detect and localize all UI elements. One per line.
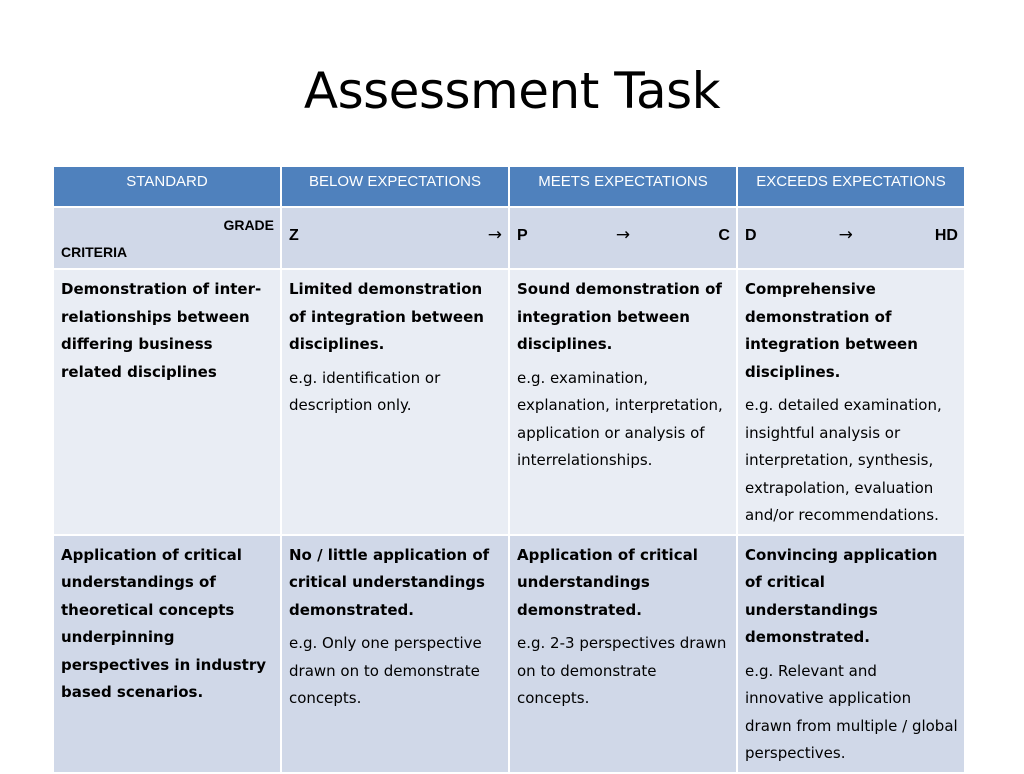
example-text: e.g. examination, explanation, interpretation, application or analysis of interrelationships. — [517, 368, 723, 469]
criterion-cell — [53, 269, 281, 535]
example-text: e.g. detailed examination, insightful analysis or interpretation, synthesis, extrapolation, evaluation and/or recommendations. — [745, 396, 942, 524]
rubric-cell — [281, 269, 509, 535]
grade-to: C — [718, 227, 730, 244]
header-below-expectations: BELOW EXPECTATIONS — [281, 166, 509, 207]
criteria-label: CRITERIA — [61, 243, 128, 260]
example-text: e.g. identification or description only. — [289, 368, 441, 414]
grade-from: Z — [289, 227, 299, 244]
header-exceeds-expectations: EXCEEDS EXPECTATIONS — [737, 166, 965, 207]
right-arrow-icon: → — [615, 225, 631, 245]
rubric-cell — [737, 269, 965, 535]
grade-to: HD — [934, 227, 958, 244]
grade-scale-meets — [509, 207, 737, 269]
criterion-row — [53, 535, 965, 773]
grade-label: GRADE — [223, 217, 274, 233]
header-row — [53, 166, 965, 207]
page-title: Assessment Task — [303, 62, 721, 120]
descriptor-text: Application of critical understandings demonstrated. — [517, 545, 698, 619]
right-arrow-icon: → — [838, 225, 853, 245]
descriptor-text: Limited demonstration of integration between disciplines. — [289, 280, 484, 353]
descriptor-text: Sound demonstration of integration between disciplines. — [517, 280, 722, 353]
assessment-rubric-table — [52, 165, 966, 774]
rubric-cell — [737, 535, 965, 773]
grade-criteria-cell — [53, 207, 281, 269]
grade-scale-exceeds — [737, 207, 965, 269]
grade-from: D — [745, 227, 757, 244]
header-standard: STANDARD — [53, 166, 281, 207]
example-text: e.g. 2-3 perspectives drawn on to demonstrate concepts. — [517, 634, 727, 707]
grade-scale-below — [281, 207, 509, 269]
right-arrow-icon: → — [487, 225, 502, 245]
grade-from: P — [517, 227, 528, 244]
example-text: e.g. Relevant and innovative application drawn from multiple / global perspectives. — [745, 661, 958, 762]
rubric-cell — [509, 535, 737, 773]
example-text: e.g. Only one perspective drawn on to demonstrate concepts. — [289, 634, 482, 707]
grade-row — [53, 207, 965, 269]
criterion-text: Application of critical understandings of theoretical concepts underpinning perspectives in industry based scenarios. — [61, 545, 267, 701]
rubric-cell — [281, 535, 509, 773]
criterion-text: Demonstration of inter-relationships between differing business related disciplines — [61, 280, 262, 381]
descriptor-text: Comprehensive demonstration of integration between disciplines. — [745, 280, 918, 381]
descriptor-text: Convincing application of critical understandings demonstrated. — [745, 545, 938, 646]
rubric-cell — [509, 269, 737, 535]
descriptor-text: No / little application of critical understandings demonstrated. — [289, 545, 490, 619]
criterion-cell — [53, 535, 281, 773]
header-meets-expectations: MEETS EXPECTATIONS — [509, 166, 737, 207]
criterion-row — [53, 269, 965, 535]
